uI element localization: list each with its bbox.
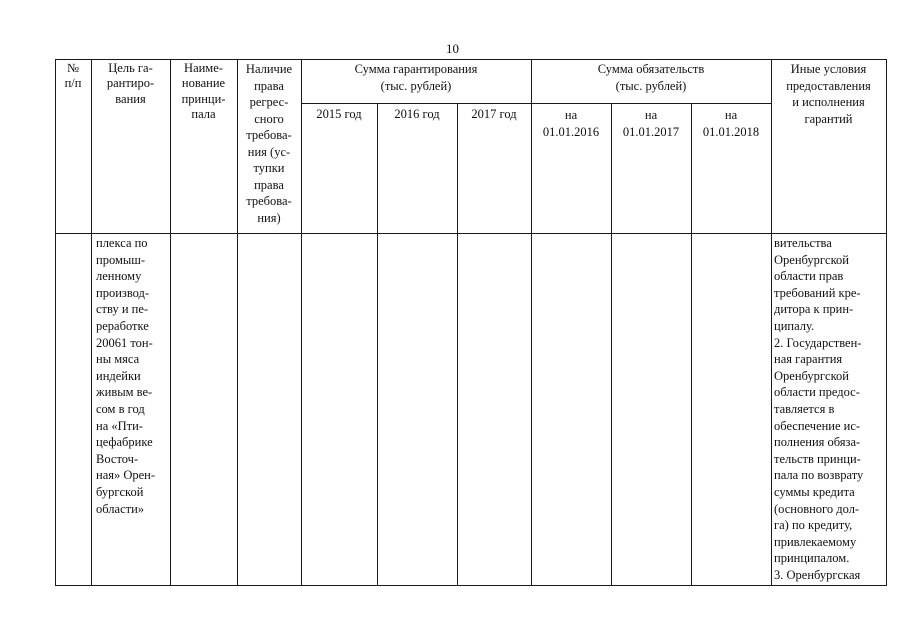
subheader-divider — [301, 103, 771, 104]
guarantee-table — [55, 59, 887, 586]
header-text: сного — [254, 111, 284, 126]
header-text: п/п — [64, 76, 82, 91]
header-text: 01.01.2017 — [622, 125, 680, 139]
text-line: тельств принци- — [774, 451, 861, 466]
header-text: регрес- — [249, 95, 289, 109]
header-text: пала — [191, 106, 216, 121]
text-line: Оренбургской — [774, 252, 849, 267]
header-other-conditions — [771, 61, 886, 127]
header-principal — [170, 61, 237, 122]
table-border-top — [55, 59, 887, 60]
text-line: бургской — [96, 484, 144, 499]
header-text: вания — [115, 91, 146, 106]
header-text: нование — [181, 76, 226, 91]
header-text: принци- — [181, 91, 226, 106]
text-line: 2. Государствен- — [774, 335, 862, 350]
text-line: Восточ- — [96, 451, 139, 466]
header-text: права — [254, 177, 284, 192]
row-purpose-text — [96, 235, 170, 517]
header-date-2017 — [611, 107, 691, 141]
header-text: тупки — [253, 161, 285, 175]
col-line — [611, 103, 612, 586]
text-line: 20061 тон- — [96, 335, 153, 350]
text-line: ству и пе- — [96, 302, 149, 317]
header-text: Цель га- — [108, 61, 153, 75]
col-line — [886, 59, 887, 586]
header-text: требова- — [246, 194, 292, 208]
header-year-2016: 2016 год — [394, 107, 440, 121]
col-line — [91, 59, 92, 586]
header-text: 01.01.2018 — [702, 125, 760, 139]
text-line: области предос- — [774, 385, 860, 400]
header-bottom-line — [55, 233, 887, 234]
text-line: привлекаемому — [774, 534, 857, 549]
text-line: области» — [96, 501, 145, 516]
text-line: дитора к прин- — [774, 302, 854, 317]
text-line: живым ве- — [96, 385, 153, 400]
header-text: и исполнения — [792, 95, 865, 109]
text-line: принципалом. — [774, 551, 850, 566]
header-text: (тыс. рублей) — [615, 79, 687, 93]
header-text: Наиме- — [184, 61, 223, 75]
header-text: Наличие — [245, 62, 293, 76]
text-line: реработке — [96, 318, 149, 333]
header-date-2018 — [691, 107, 771, 141]
text-line: индейки — [96, 368, 141, 383]
text-line: требований кре- — [774, 285, 861, 300]
text-line: плекса по — [96, 236, 148, 250]
text-line: обеспечение ис- — [774, 418, 861, 433]
header-text: права — [254, 78, 284, 93]
text-line: тавляется в — [774, 401, 835, 416]
header-date-2016 — [531, 107, 611, 141]
header-num — [55, 61, 91, 92]
header-text: рантиро- — [106, 76, 155, 91]
text-line: сом в год — [96, 401, 145, 416]
header-guarantee-sum — [301, 61, 531, 95]
header-text: № — [67, 61, 79, 75]
header-text: требова- — [246, 128, 292, 142]
text-line: цефабрике — [96, 435, 153, 450]
header-text: (тыс. рублей) — [380, 79, 452, 93]
header-year-2015: 2015 год — [316, 107, 362, 121]
text-line: области прав — [774, 269, 844, 284]
header-text: Сумма гарантирования — [354, 62, 478, 76]
text-line: ципалу. — [774, 318, 815, 333]
header-purpose — [91, 61, 170, 107]
col-line — [170, 59, 171, 586]
text-line: ленному — [96, 269, 142, 284]
header-text: гарантий — [804, 111, 853, 126]
col-line — [457, 103, 458, 586]
row-other-conditions-text — [774, 235, 886, 583]
text-line: суммы кредита — [774, 484, 855, 499]
text-line: ная гарантия — [774, 352, 843, 367]
header-text: предоставления — [786, 78, 871, 93]
text-line: Оренбургской — [774, 368, 849, 383]
header-text: ния) — [257, 210, 281, 225]
text-line: полнения обяза- — [774, 435, 861, 450]
col-line — [377, 103, 378, 586]
col-line — [55, 59, 56, 586]
header-text: на — [564, 108, 578, 122]
text-line: га) по кредиту, — [774, 518, 853, 533]
text-line: (основного дол- — [774, 501, 860, 516]
text-line: производ- — [96, 285, 150, 300]
text-line: на «Пти- — [96, 418, 143, 433]
header-text: 01.01.2016 — [542, 125, 600, 139]
col-line — [301, 59, 302, 586]
header-text: Иные условия — [790, 62, 867, 76]
text-line: 3. Оренбургская — [774, 567, 861, 582]
header-obligations-sum — [531, 61, 771, 95]
header-text: Сумма обязательств — [597, 62, 705, 76]
text-line: пала по возврату — [774, 468, 864, 483]
col-line — [771, 59, 772, 586]
header-year-2017: 2017 год — [471, 107, 517, 121]
col-line — [691, 103, 692, 586]
text-line: ны мяса — [96, 352, 140, 367]
table-border-bottom — [55, 585, 887, 586]
header-text: на — [644, 108, 658, 122]
text-line: ная» Орен- — [96, 468, 156, 483]
text-line: промыш- — [96, 252, 146, 267]
page-number: 10 — [446, 41, 459, 56]
header-text: на — [724, 108, 738, 122]
header-regress — [237, 61, 301, 226]
header-text: ния (ус- — [247, 144, 291, 159]
text-line: вительства — [774, 236, 832, 250]
